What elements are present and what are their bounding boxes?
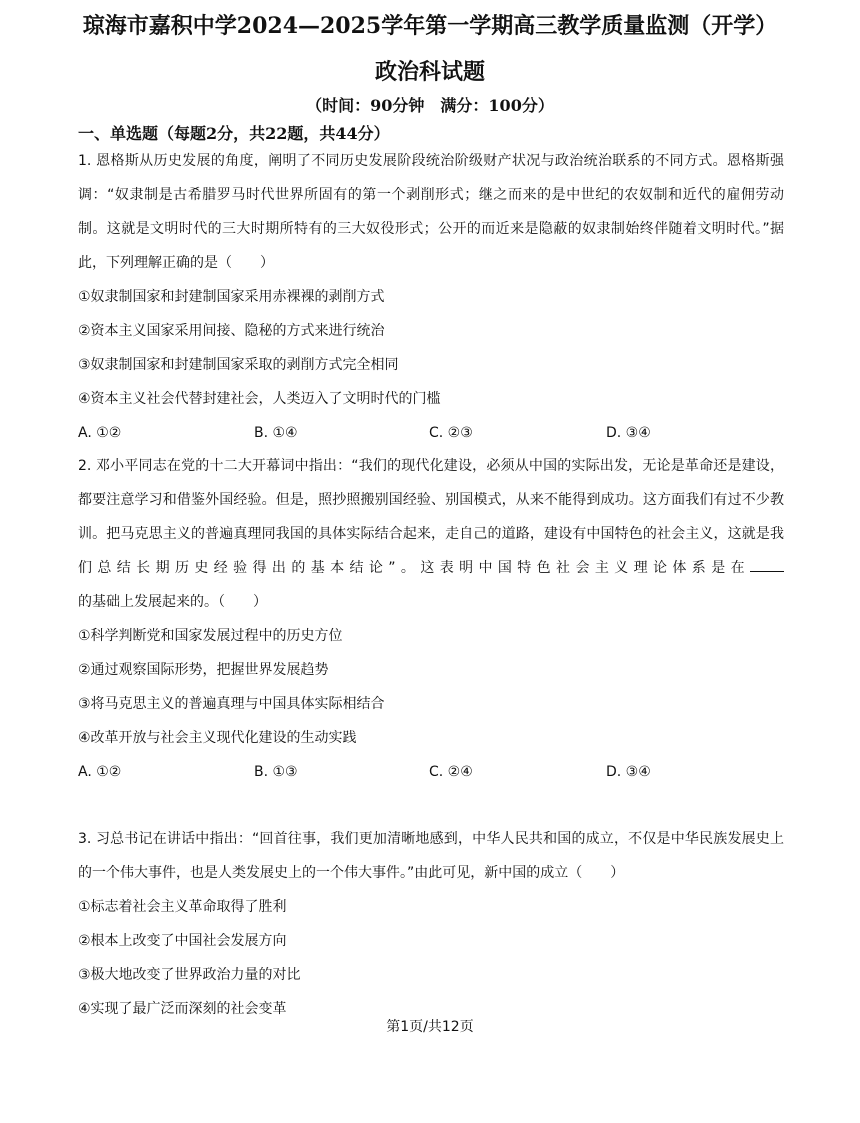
question-2-stem-after-blank: 的基础上发展起来的。（ ） <box>78 594 267 610</box>
question-3 <box>78 822 784 1026</box>
question-2-stem <box>78 449 784 619</box>
question-1-choice-b: B. ①④ <box>254 425 298 441</box>
question-2-stem-before-blank: 2. 邓小平同志在党的十二大开幕词中指出：“我们的现代化建设，必须从中国的实际出发，无论是革命还是建设，都要注意学习和借鉴外国经验。但是，照抄照搬别国经验、别国模式，从来不能得到成功。这方面我们有过不少教训。把马克思主义的普遍真理同我国的具体实际结合起来，走自己的道路，建设有中国特色的社会主义，这就是我们总结长期历史经验得出的基本结论”。这表明中国特色社会主义理论体系是在 <box>78 458 784 576</box>
question-1-stem: 1. 恩格斯从历史发展的角度，阐明了不同历史发展阶段统治阶级财产状况与政治统治联系的不同方式。恩格斯强调：“奴隶制是古希腊罗马时代世界所固有的第一个剥削形式；继之而来的是中世纪的农奴制和近代的雇佣劳动制。这就是文明时代的三大时期所特有的三大奴役形式；公开的而近来是隐蔽的奴隶制始终伴随着文明时代。”据此，下列理解正确的是（ ） <box>78 153 784 271</box>
question-1-option-1: ①奴隶制国家和封建制国家采用赤裸裸的剥削方式 <box>78 289 385 305</box>
question-1-option-2: ②资本主义国家采用间接、隐秘的方式来进行统治 <box>78 323 385 339</box>
section-heading: 一、单选题（每题2分，共22题，共44分） <box>78 124 390 143</box>
exam-title: 琼海市嘉积中学2024—2025学年第一学期高三教学质量监测（开学） <box>82 13 778 39</box>
question-3-option-2: ②根本上改变了中国社会发展方向 <box>78 933 287 949</box>
question-1-option-4: ④资本主义社会代替封建社会，人类迈入了文明时代的门槛 <box>78 391 441 407</box>
question-2-choices <box>78 755 784 789</box>
question-1-choice-a: A. ①② <box>78 425 122 441</box>
question-2-choice-d: D. ③④ <box>606 764 651 780</box>
question-3-stem: 3. 习总书记在讲话中指出：“回首往事，我们更加清晰地感到，中华人民共和国的成立，不仅是中华民族发展史上的一个伟大事件，也是人类发展史上的一个伟大事件。”由此可见，新中国的成立（ ） <box>78 831 784 881</box>
question-1 <box>78 144 784 450</box>
page-number: 第1页/共12页 <box>386 1019 474 1035</box>
question-2-option-2: ②通过观察国际形势，把握世界发展趋势 <box>78 662 329 678</box>
question-3-option-1: ①标志着社会主义革命取得了胜利 <box>78 899 287 915</box>
question-1-choice-c: C. ②③ <box>429 425 473 441</box>
question-2-option-4: ④改革开放与社会主义现代化建设的生动实践 <box>78 730 357 746</box>
exam-info: （时间：90分钟 满分：100分） <box>306 96 554 115</box>
question-2-choice-b: B. ①③ <box>254 764 298 780</box>
question-2-choice-c: C. ②④ <box>429 764 473 780</box>
exam-subject-title: 政治科试题 <box>374 59 485 85</box>
question-2-option-1: ①科学判断党和国家发展过程中的历史方位 <box>78 628 343 644</box>
question-3-option-3: ③极大地改变了世界政治力量的对比 <box>78 967 301 983</box>
question-3-option-4: ④实现了最广泛而深刻的社会变革 <box>78 1001 287 1017</box>
question-1-option-3: ③奴隶制国家和封建制国家采取的剥削方式完全相同 <box>78 357 399 373</box>
question-1-choices <box>78 416 784 450</box>
question-2 <box>78 449 784 789</box>
question-2-choice-a: A. ①② <box>78 764 122 780</box>
fill-in-blank <box>750 557 784 572</box>
question-1-choice-d: D. ③④ <box>606 425 651 441</box>
question-2-option-3: ③将马克思主义的普遍真理与中国具体实际相结合 <box>78 696 385 712</box>
